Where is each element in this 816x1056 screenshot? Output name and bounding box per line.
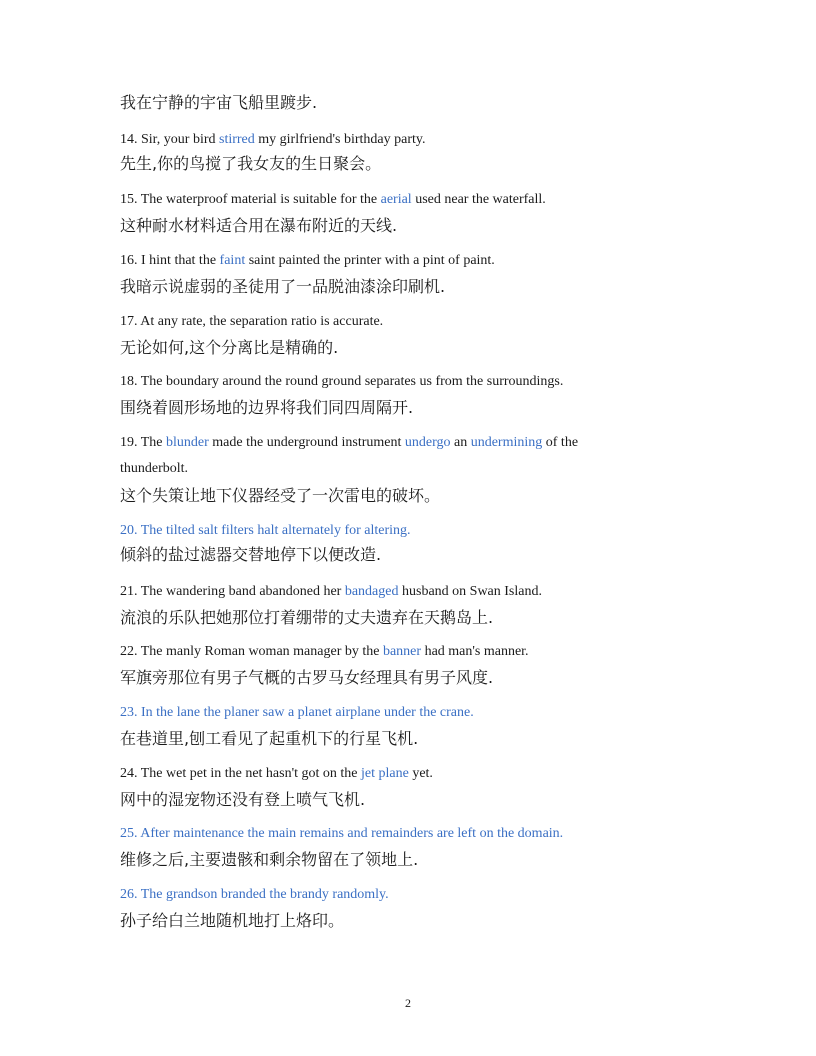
highlighted-word: 23. In the lane the planer saw a planet airplane under the crane. <box>120 705 474 720</box>
chinese-translation-line <box>120 400 413 416</box>
chinese-translation-line <box>120 218 397 234</box>
english-sentence-line <box>120 375 563 389</box>
english-sentence-line <box>120 706 474 720</box>
english-sentence-line <box>120 888 389 902</box>
highlighted-word: stirred <box>219 132 255 147</box>
text-segment: 14. Sir, your bird <box>120 132 219 147</box>
text-segment: 在巷道里,刨工看见了起重机下的行星飞机. <box>120 729 419 748</box>
text-segment: 18. The boundary around the round ground separates us from the surroundings. <box>120 374 564 389</box>
text-segment: 网中的湿宠物还没有登上喷气飞机. <box>120 790 366 809</box>
text-segment: had man's manner. <box>421 644 529 659</box>
text-segment: 孙子给白兰地随机地打上烙印。 <box>120 911 345 930</box>
text-segment: 围绕着圆形场地的边界将我们同四周隔开. <box>120 398 414 417</box>
text-segment: my girlfriend's birthday party. <box>254 132 426 147</box>
text-segment: used near the waterfall. <box>411 192 546 207</box>
highlighted-word: banner <box>382 644 422 659</box>
chinese-translation-line <box>120 95 317 111</box>
highlighted-word: aerial <box>380 192 412 207</box>
text-segment: 21. The wandering band abandoned her <box>120 584 345 599</box>
chinese-translation-line <box>120 731 418 747</box>
english-sentence-line <box>120 193 546 207</box>
text-segment: thunderbolt. <box>120 461 189 476</box>
chinese-translation-line <box>120 852 418 868</box>
chinese-translation-line <box>120 792 365 808</box>
text-segment: 19. The <box>120 435 167 450</box>
text-segment: 流浪的乐队把她那位打着绷带的丈夫遗弃在天鹅岛上. <box>120 608 494 627</box>
chinese-translation-line <box>120 610 493 626</box>
text-segment: 我暗示说虚弱的圣徒用了一品脱油漆涂印刷机. <box>120 277 446 296</box>
text-segment: 这种耐水材料适合用在瀑布附近的天线. <box>120 216 398 235</box>
text-segment: 这个失策让地下仪器经受了一次雷电的破坏。 <box>120 486 441 505</box>
text-segment: 17. At any rate, the separation ratio is accurate. <box>120 314 384 329</box>
highlighted-word: 26. The grandson branded the brandy randomly. <box>120 887 389 902</box>
text-segment: saint painted the printer with a pint of paint. <box>245 253 495 268</box>
text-segment: husband on Swan Island. <box>398 584 542 599</box>
english-sentence-line <box>120 436 578 450</box>
chinese-translation-line <box>120 340 338 356</box>
chinese-translation-line <box>120 279 445 295</box>
chinese-translation-line <box>120 913 344 929</box>
english-sentence-line <box>120 254 495 268</box>
chinese-translation-line <box>120 670 493 686</box>
english-sentence-line <box>120 585 542 599</box>
english-sentence-line <box>120 645 529 659</box>
text-segment: 先生,你的鸟搅了我女友的生日聚会。 <box>120 154 382 173</box>
text-segment: of the <box>542 435 579 450</box>
text-segment: 维修之后,主要遗骸和剩余物留在了领地上. <box>120 850 419 869</box>
english-sentence-line <box>120 133 426 147</box>
english-sentence-line <box>120 767 433 781</box>
text-segment: 22. The manly Roman woman manager by the <box>120 644 383 659</box>
text-segment: 军旗旁那位有男子气概的古罗马女经理具有男子风度. <box>120 668 494 687</box>
chinese-translation-line <box>120 488 440 504</box>
highlighted-word: 20. The tilted salt filters halt alternately for altering. <box>120 523 411 538</box>
highlighted-word: bandaged <box>344 584 399 599</box>
highlighted-word: 25. After maintenance the main remains and remainders are left on the domain. <box>120 826 564 841</box>
text-segment: 24. The wet pet in the net hasn't got on the <box>120 766 361 781</box>
text-segment: 无论如何,这个分离比是精确的. <box>120 338 339 357</box>
highlighted-word: jet plane <box>361 766 409 781</box>
chinese-translation-line <box>120 156 381 172</box>
text-segment: yet. <box>408 766 433 781</box>
text-segment: 倾斜的盐过滤器交替地停下以便改造. <box>120 545 382 564</box>
english-sentence-line <box>120 827 563 841</box>
text-segment: 我在宁静的宇宙飞船里踱步. <box>120 93 318 112</box>
english-sentence-line <box>120 462 188 476</box>
text-segment: made the underground instrument <box>208 435 405 450</box>
text-segment: an <box>450 435 471 450</box>
page-number: 2 <box>405 996 411 1010</box>
highlighted-word: undermining <box>470 435 543 450</box>
highlighted-word: undergo <box>404 435 451 450</box>
text-segment: 15. The waterproof material is suitable for the <box>120 192 381 207</box>
text-segment: 16. I hint that the <box>120 253 220 268</box>
english-sentence-line <box>120 315 383 329</box>
english-sentence-line <box>120 524 411 538</box>
chinese-translation-line <box>120 547 381 563</box>
highlighted-word: faint <box>219 253 246 268</box>
highlighted-word: blunder <box>166 435 209 450</box>
